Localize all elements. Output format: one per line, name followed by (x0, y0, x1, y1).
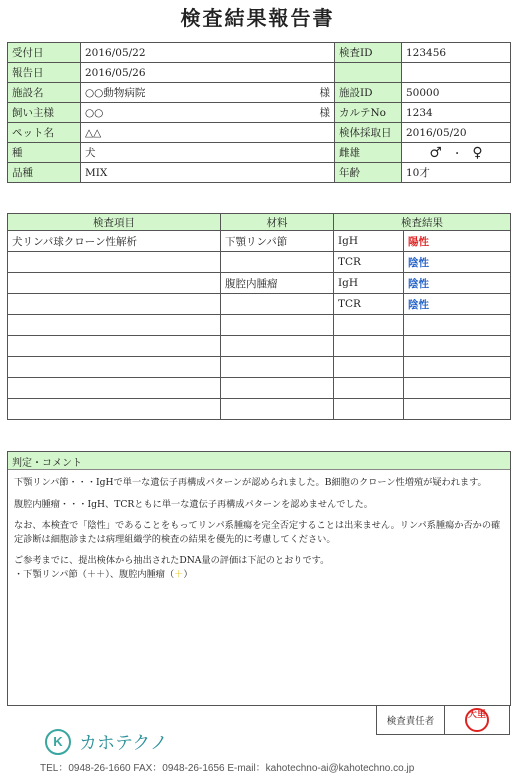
comment-body (8, 470, 510, 587)
female-icon: ♀ (472, 144, 483, 161)
breed-value: MIX (81, 163, 335, 183)
exam-cell-item (8, 273, 221, 294)
age-label: 年齢 (335, 163, 402, 183)
exam-cell-test: IgH (334, 273, 404, 294)
exam-row (8, 273, 511, 294)
exam-cell-result: 陰性 (404, 294, 511, 315)
exam-row (8, 378, 511, 399)
exam-cell-material (221, 336, 334, 357)
exam-row (8, 336, 511, 357)
sample-date-value: 2016/05/20 (402, 123, 511, 143)
exam-cell-item (8, 252, 221, 273)
pet-value: △△ (81, 123, 335, 143)
chart-label: カルテNo (335, 103, 402, 123)
sex-value (402, 143, 511, 163)
exam-row (8, 231, 511, 252)
facility-id-label: 施設ID (335, 83, 402, 103)
species-label: 種 (8, 143, 81, 163)
exam-cell-result (404, 357, 511, 378)
comment-dna-line: ・下顎リンパ節（＋＋）、腹腔内腫瘤（＋） (14, 568, 193, 580)
report-value: 2016/05/26 (81, 63, 335, 83)
exam-row (8, 294, 511, 315)
seal-stamp: 大里 (465, 708, 489, 732)
exam-cell-item (8, 336, 221, 357)
exam-cell-test (334, 336, 404, 357)
company-name: カホテクノ (79, 733, 168, 753)
blank-label (335, 63, 402, 83)
exam-cell-result (404, 315, 511, 336)
received-label: 受付日 (8, 43, 81, 63)
exam-cell-material (221, 315, 334, 336)
exam-cell-item (8, 399, 221, 420)
exam-cell-result (404, 399, 511, 420)
blank-value (402, 63, 511, 83)
sex-separator: ・ (451, 147, 463, 160)
company-logo (45, 728, 168, 756)
exam-cell-result (404, 336, 511, 357)
exam-cell-item (8, 315, 221, 336)
exam-header-item: 検査項目 (8, 214, 221, 231)
exam-row (8, 399, 511, 420)
exam-cell-material (221, 294, 334, 315)
report-label: 報告日 (8, 63, 81, 83)
exam-cell-test (334, 357, 404, 378)
exam-row (8, 252, 511, 273)
comment-header: 判定・コメント (8, 452, 510, 470)
seal-cell (445, 706, 510, 735)
owner-value: ○○ (81, 103, 236, 123)
test-id-value: 123456 (402, 43, 511, 63)
owner-honorific: 様 (236, 103, 335, 123)
exam-cell-test (334, 378, 404, 399)
comment-box (7, 451, 511, 706)
report-title: 検査結果報告書 (180, 6, 335, 30)
pet-label: ペット名 (8, 123, 81, 143)
dna-weak-plus: ＋ (174, 568, 184, 580)
comment-paragraph: ご参考までに、提出検体から抽出されたDNA量の評価は下記のとおりです。 (14, 555, 330, 566)
breed-label: 品種 (8, 163, 81, 183)
exam-cell-test: TCR (334, 252, 404, 273)
exam-cell-result (404, 378, 511, 399)
exam-row (8, 357, 511, 378)
exam-row (8, 315, 511, 336)
facility-value: ○○動物病院 (81, 83, 236, 103)
exam-cell-material: 腹腔内腫瘤 (221, 273, 334, 294)
chart-value: 1234 (402, 103, 511, 123)
exam-cell-item (8, 378, 221, 399)
test-id-label: 検査ID (335, 43, 402, 63)
exam-cell-item: 犬リンパ球クローン性解析 (8, 231, 221, 252)
sign-label: 検査責任者 (377, 706, 445, 735)
age-value: 10才 (402, 163, 511, 183)
exam-cell-material (221, 357, 334, 378)
exam-cell-test: TCR (334, 294, 404, 315)
exam-cell-result: 陽性 (404, 231, 511, 252)
exam-cell-material (221, 252, 334, 273)
exam-cell-material (221, 378, 334, 399)
facility-label: 施設名 (8, 83, 81, 103)
exam-header-result: 検査結果 (334, 214, 511, 231)
comment-paragraph: 腹腔内腫瘤・・・IgH、TCRともに単一な遺伝子再構成パターンを認めませんでした。 (14, 498, 373, 510)
exam-cell-test (334, 399, 404, 420)
exam-header-material: 材料 (221, 214, 334, 231)
exam-cell-material: 下顎リンパ節 (221, 231, 334, 252)
exam-cell-item (8, 294, 221, 315)
received-value: 2016/05/22 (81, 43, 335, 63)
male-icon: ♂ (429, 144, 442, 161)
logo-mark-icon: K (45, 729, 71, 755)
facility-honorific: 様 (236, 83, 335, 103)
exam-table (7, 213, 511, 420)
contact-line: TEL：0948-26-1660 FAX：0948-26-1656 E-mail：kahotechno-ai@kahotechno.co.jp (40, 763, 415, 774)
exam-cell-test: IgH (334, 231, 404, 252)
comment-paragraph: 下顎リンパ節・・・IgHで単一な遺伝子再構成パターンが認められました。B細胞のクローン性増殖が疑われます。 (14, 477, 487, 488)
facility-id-value: 50000 (402, 83, 511, 103)
comment-paragraph: なお、本検査で「陰性」であることをもってリンパ系腫瘍を完全否定することは出来ません。リンパ系腫瘍か否かの確定診断は細胞診または病理組織学的検査の結果を優先的に考慮してください。 (14, 520, 501, 545)
exam-cell-result: 陰性 (404, 252, 511, 273)
exam-cell-result: 陰性 (404, 273, 511, 294)
species-value: 犬 (81, 143, 335, 163)
exam-cell-test (334, 315, 404, 336)
info-table (7, 42, 511, 183)
exam-cell-material (221, 399, 334, 420)
sign-table (376, 705, 510, 735)
owner-label: 飼い主様 (8, 103, 81, 123)
sex-label: 雌雄 (335, 143, 402, 163)
sample-date-label: 検体採取日 (335, 123, 402, 143)
exam-cell-item (8, 357, 221, 378)
